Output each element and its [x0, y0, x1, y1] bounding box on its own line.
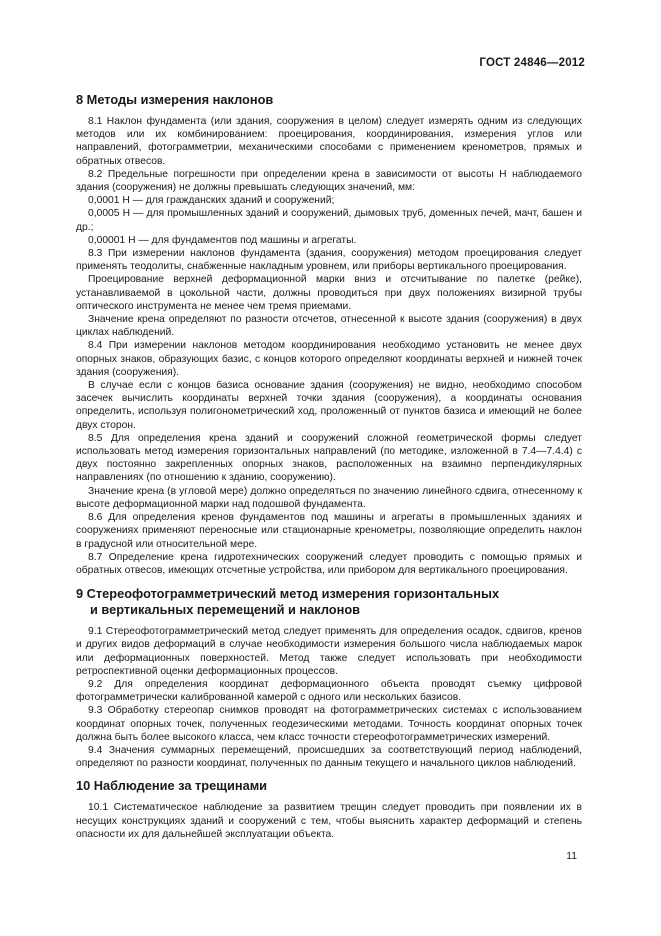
paragraph-9-4: 9.4 Значения суммарных перемещений, происшедших за соответствующий период наблюдений, определяют по разности координат, полученных по данным текущего и начального циклов наблюдений.	[76, 744, 582, 770]
paragraph: Проецирование верхней деформационной марки вниз и отсчитывание по палетке (рейке), устанавливаемой в цокольной части, должны проводиться при двух положениях визирной трубы оптического инструмента не менее чем тремя приемами.	[76, 274, 582, 312]
document-body	[76, 92, 582, 841]
paragraph-8-2: 8.2 Предельные погрешности при определении крена в зависимости от высоты H наблюдаемого здания (сооружения) не должны превышать следующих значений, мм:	[76, 168, 582, 194]
list-item: 0,0005 H — для промышленных зданий и сооружений, дымовых труб, доменных печей, мачт, башен и др.;	[76, 208, 582, 233]
paragraph: Значение крена (в угловой мере) должно определяться по значению линейного сдвига, отнесенному к высоте деформационной марки над подошвой фундамента.	[76, 485, 582, 510]
paragraph-8-1: 8.1 Наклон фундамента (или здания, сооружения в целом) следует измерять одним из следующих методов или их комбинированием: проецирования, координирования, измерения углов или направлений, фотограмметрии, механическими способами с применением кренометров, прямых и обратных отвесов.	[76, 116, 582, 167]
paragraph-10-1: 10.1 Систематическое наблюдение за развитием трещин следует проводить при появлении их в несущих конструкциях зданий и сооружений с тем, чтобы выяснить характер деформаций и степень опасности их для дальнейшей эксплуатации объекта.	[76, 802, 582, 840]
list-item: 0,0001 H — для гражданских зданий и сооружений;	[88, 195, 335, 207]
page-number: 11	[566, 851, 577, 862]
paragraph-9-1: 9.1 Стереофотограмметрический метод следует применять для определения осадок, сдвигов, кренов и других видов деформаций в случае необходимости измерения большого числа наблюдаемых марок или деформационных поверхностей. Метод также следует использовать при необходимости ретроспективной оценки деформационных процессов.	[76, 626, 582, 677]
section-8-title: 8 Методы измерения наклонов	[76, 92, 274, 107]
paragraph-8-3: 8.3 При измерении наклонов фундамента (здания, сооружения) методом проецирования следует применять теодолиты, снабженные накладным уровнем, или приборы вертикального проецирования.	[76, 248, 582, 273]
document-code: ГОСТ 24846—2012	[479, 57, 585, 69]
paragraph-8-5: 8.5 Для определения крена зданий и сооружений сложной геометрической формы следует использовать метод измерения горизонтальных направлений (по методике, изложенной в 7.4—7.4.4) с двух постоянно закрепленных опорных знаков, расположенных на взаимно перпендикулярных направлениях (по отношению к зданию, сооружению).	[76, 432, 582, 484]
paragraph-9-3: 9.3 Обработку стереопар снимков проводят на фотограмметрических системах с использованием координат опорных точек, полученных геодезическими методами. Точность координат опорных точек должна быть более высокого класса, чем класс точности стереофотограмметрических измерений.	[76, 705, 582, 743]
paragraph: Значение крена определяют по разности отсчетов, отнесенной к высоте здания (сооружения) в двух циклах наблюдений.	[76, 314, 582, 339]
paragraph-9-2: 9.2 Для определения координат деформационного объекта проводят съемку цифровой фотограмметрически калиброванной камерой с одного или нескольких базисов.	[76, 678, 582, 704]
section-9-title-line-1: 9 Стереофотограмметрический метод измерения горизонтальных	[76, 586, 500, 602]
paragraph: В случае если с концов базиса основание здания (сооружения) не видно, необходимо способом засечек вычислить координаты верхней точки здания (сооружения), а координаты основания определить, используя полигонометрический ход, проложенный от пунктов базиса и имеющий не более двух сторон.	[76, 380, 582, 431]
section-9-title-line-2: и вертикальных перемещений и наклонов	[90, 602, 361, 618]
section-10-title: 10 Наблюдение за трещинами	[76, 778, 268, 794]
paragraph-8-7: 8.7 Определение крена гидротехнических сооружений следует проводить с помощью прямых и обратных отвесов, имеющих отсчетные устройства, или прибором для вертикального проецирования.	[76, 551, 582, 576]
list-item: 0,00001 H — для фундаментов под машины и агрегаты.	[88, 234, 357, 246]
paragraph-8-6: 8.6 Для определения кренов фундаментов под машины и агрегаты в промышленных зданиях и сооружениях применяют переносные или стационарные кренометры, позволяющие определить наклон в градусной или относительной мере.	[76, 512, 582, 550]
paragraph-8-4: 8.4 При измерении наклонов методом координирования необходимо установить не менее двух опорных знаков, образующих базис, с концов которого определяют координаты верхней и нижней точек здания (сооружения).	[76, 340, 582, 378]
